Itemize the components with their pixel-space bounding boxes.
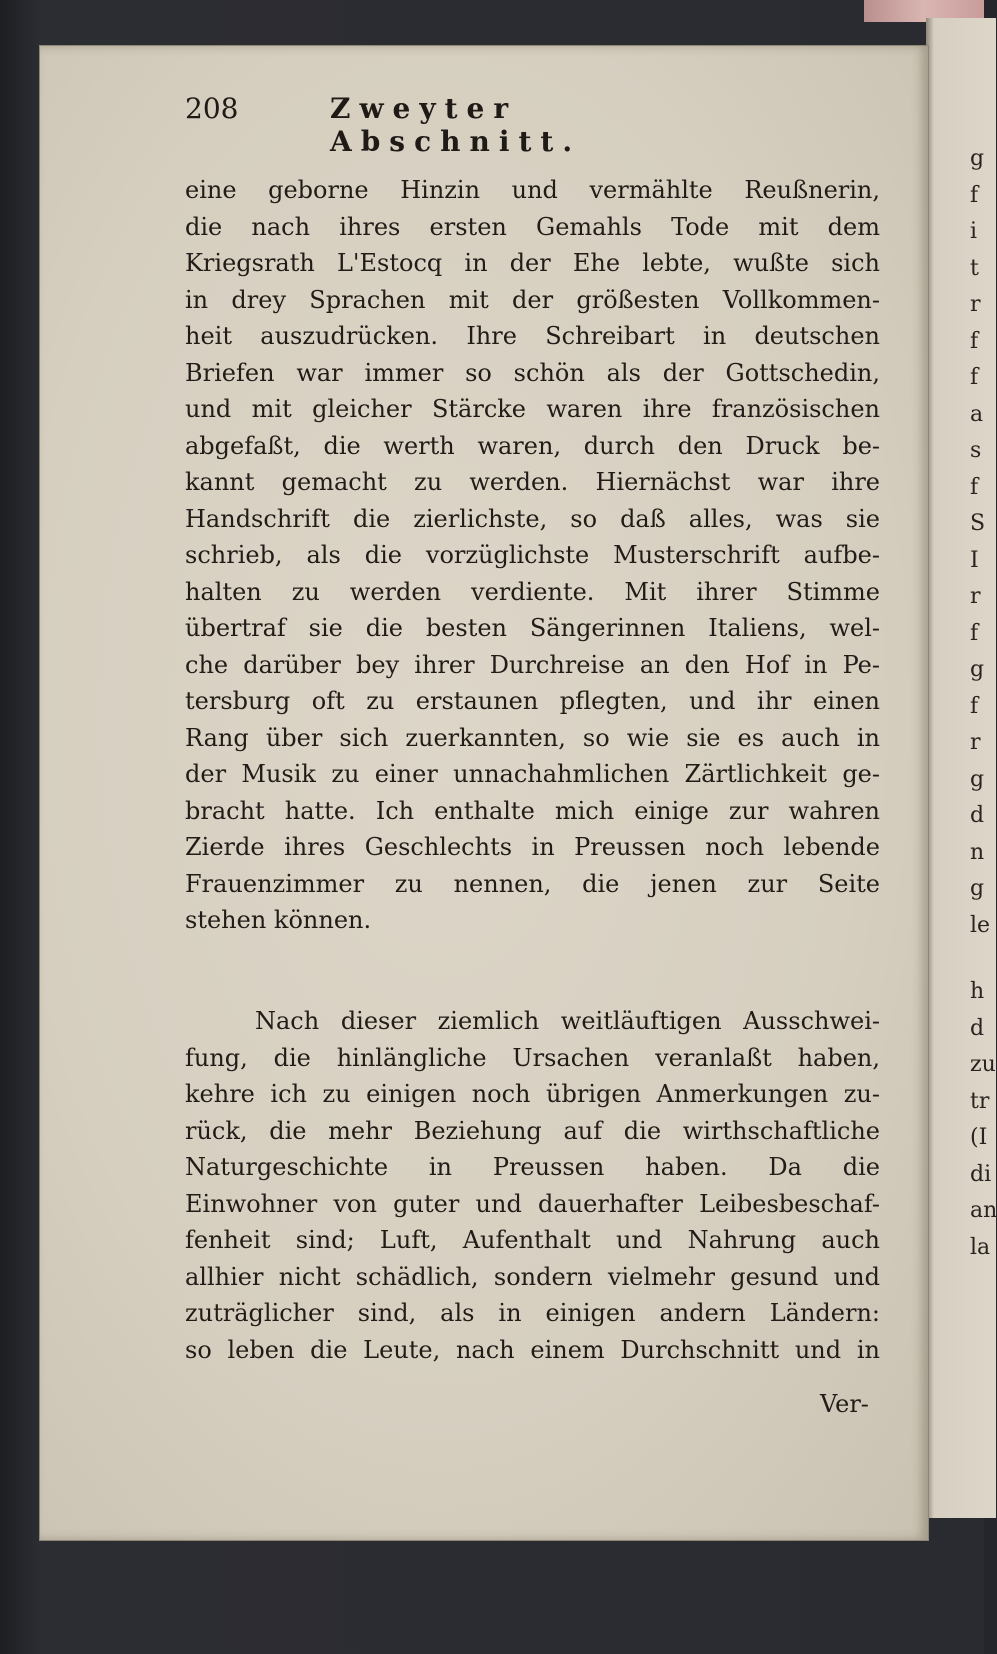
facing-page-fragment: (I: [970, 1125, 988, 1150]
facing-page-fragment: zu: [970, 1052, 996, 1077]
facing-page-fragment: t: [970, 255, 979, 281]
text-line: kannt gemacht zu werden. Hiernächst war ihre: [185, 468, 880, 496]
text-line: halten zu werden verdiente. Mit ihrer Stimme: [185, 577, 880, 606]
text-line: in drey Sprachen mit der größesten Vollkommen-: [185, 285, 880, 314]
text-line: Einwohner von guter und dauerhafter Leibesbeschaf-: [185, 1189, 880, 1218]
facing-page-fragment: la: [970, 1234, 991, 1260]
facing-page-fragment: f: [970, 365, 979, 390]
facing-page-fragment: d: [970, 803, 985, 828]
catchword: Ver-: [820, 1390, 869, 1418]
facing-page-fragment: f: [970, 693, 979, 719]
facing-page-fragment: tr: [970, 1088, 990, 1114]
text-line: fung, die hinlängliche Ursachen veranlaßt haben,: [185, 1043, 880, 1072]
text-line: Nach dieser ziemlich weitläuftigen Ausschwei-: [255, 1007, 880, 1035]
text-line: Rang über sich zuerkannten, so wie sie es auch in: [185, 723, 880, 752]
text-line: Handschrift die zierlichste, so daß alles, was sie: [185, 504, 880, 533]
text-line: Kriegsrath L'Estocq in der Ehe lebte, wußte sich: [185, 249, 880, 277]
text-line: der Musik zu einer unnachahmlichen Zärtlichkeit ge-: [185, 760, 880, 788]
facing-page-fragment: f: [970, 328, 979, 354]
facing-page-fragment: r: [970, 292, 981, 317]
text-line: eine geborne Hinzin und vermählte Reußnerin,: [185, 176, 880, 204]
text-line: so leben die Leute, nach einem Durchschnitt und in: [185, 1335, 880, 1364]
text-line: rück, die mehr Beziehung auf die wirthschaftliche: [185, 1116, 880, 1145]
text-line: che darüber bey ihrer Durchreise an den Hof in Pe-: [185, 650, 880, 679]
facing-page-fragment: s: [970, 438, 982, 463]
text-line: allhier nicht schädlich, sondern vielmehr gesund und: [185, 1262, 880, 1291]
text-line: kehre ich zu einigen noch übrigen Anmerkungen zu-: [185, 1080, 880, 1108]
page-number: 208: [185, 92, 239, 125]
facing-page-fragment: r: [970, 584, 981, 609]
facing-page-fragment: a: [970, 401, 984, 427]
running-head: Zweyter Abschnitt.: [330, 92, 582, 158]
facing-page-fragment: f: [970, 620, 979, 646]
facing-page-fragment: g: [970, 876, 985, 901]
text-line: abgefaßt, die werth waren, durch den Druck be-: [185, 431, 880, 460]
text-line: bracht hatte. Ich enthalte mich einige zur wahren: [185, 796, 880, 825]
paragraph-1: [185, 172, 880, 939]
facing-page-fragment: g: [970, 657, 985, 682]
facing-page-fragment: an: [970, 1198, 997, 1223]
text-line: stehen können.: [185, 906, 372, 934]
facing-page-fragment: g: [970, 766, 985, 792]
text-line: und mit gleicher Stärcke waren ihre französischen: [185, 395, 880, 423]
facing-page-fragment: d: [970, 1015, 985, 1041]
text-line: übertraf sie die besten Sängerinnen Italiens, wel-: [185, 614, 880, 642]
text-line: zuträglicher sind, als in einigen andern Ländern:: [185, 1299, 880, 1327]
text-line: Naturgeschichte in Preussen haben. Da die: [185, 1153, 880, 1181]
text-line: tersburg oft zu erstaunen pflegten, und ihr einen: [185, 687, 880, 715]
facing-page-fragment: I: [970, 547, 979, 573]
facing-page-fragment: n: [970, 839, 985, 865]
facing-page-fragment: r: [970, 730, 981, 755]
facing-page-edge: [926, 18, 996, 1518]
facing-page-fragment: h: [970, 979, 985, 1004]
text-line: Frauenzimmer zu nennen, die jenen zur Seite: [185, 869, 880, 898]
facing-page-fragment: f: [970, 474, 979, 500]
facing-page-fragment: S: [970, 511, 986, 536]
text-line: schrieb, als die vorzüglichste Musterschrift aufbe-: [185, 541, 880, 569]
text-line: fenheit sind; Luft, Aufenthalt und Nahrung auch: [185, 1226, 880, 1254]
facing-page-fragment: le: [970, 912, 991, 938]
facing-page-fragment: f: [970, 182, 979, 208]
text-line: die nach ihres ersten Gemahls Tode mit dem: [185, 212, 880, 241]
paragraph-2: [185, 1003, 880, 1368]
text-line: Briefen war immer so schön als der Gottschedin,: [185, 358, 880, 387]
facing-page-fragment: i: [970, 219, 978, 244]
facing-page-fragment: di: [970, 1161, 992, 1187]
text-line: Zierde ihres Geschlechts in Preussen noch lebende: [185, 833, 880, 861]
facing-page-fragment: g: [970, 146, 985, 171]
text-line: heit auszudrücken. Ihre Schreibart in deutschen: [185, 322, 880, 350]
